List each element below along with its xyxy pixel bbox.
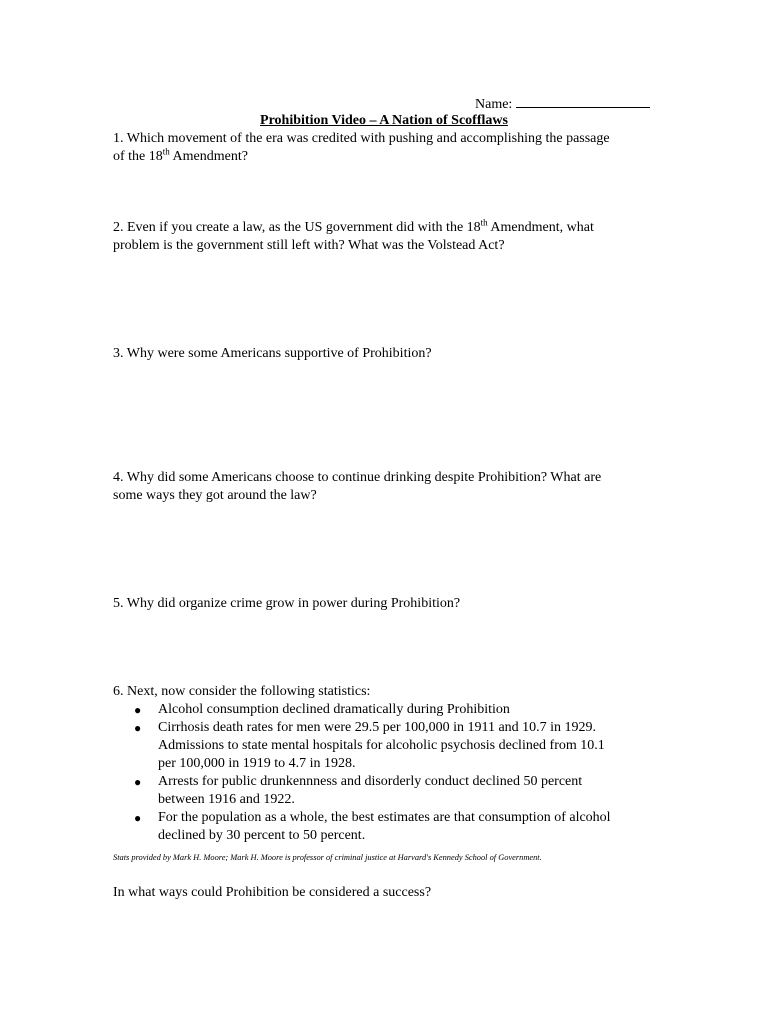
question-2-text: 2. Even if you create a law, as the US government did with the 18 [113, 220, 481, 235]
question-3-line-1: 3. Why were some Americans supportive of Prohibition? [113, 346, 432, 361]
name-field [475, 94, 650, 114]
statistics-list [113, 701, 653, 845]
question-1-line-2 [113, 148, 653, 166]
list-item [113, 809, 653, 845]
question-1-text: of the 18 [113, 149, 163, 164]
question-2-line-2: problem is the government still left with? What was the Volstead Act? [113, 238, 505, 253]
statistic-line: For the population as a whole, the best estimates are that consumption of alcohol [158, 810, 611, 825]
statistic-line: between 1916 and 1922. [158, 792, 295, 807]
question-1-line-1: 1. Which movement of the era was credited with pushing and accomplishing the passage [113, 131, 610, 146]
bullet-icon: ● [134, 811, 142, 825]
statistic-line: declined by 30 percent to 50 percent. [158, 828, 366, 843]
question-5-line-1: 5. Why did organize crime grow in power during Prohibition? [113, 596, 461, 611]
question-2-text-end: Amendment, what [487, 220, 594, 235]
question-4-line-2: some ways they got around the law? [113, 488, 317, 503]
bullet-icon: ● [134, 721, 142, 735]
statistic-line: Cirrhosis death rates for men were 29.5 per 100,000 in 1911 and 10.7 in 1929. [158, 720, 597, 735]
bullet-icon: ● [134, 775, 142, 789]
statistic-line: per 100,000 in 1919 to 4.7 in 1928. [158, 756, 356, 771]
question-1 [113, 130, 653, 166]
final-question: In what ways could Prohibition be considered a success? [113, 885, 432, 900]
ordinal-suffix: th [480, 217, 488, 228]
question-3 [113, 345, 653, 363]
list-item [113, 773, 653, 809]
name-blank-line[interactable] [516, 94, 650, 108]
statistic-line: Alcohol consumption declined dramatically during Prohibition [158, 702, 510, 717]
question-6-line-1: 6. Next, now consider the following statistics: [113, 684, 371, 699]
statistic-line: Arrests for public drunkennness and disorderly conduct declined 50 percent [158, 774, 583, 789]
question-4 [113, 469, 653, 505]
question-1-text-end: Amendment? [169, 149, 248, 164]
statistic-line: Admissions to state mental hospitals for alcoholic psychosis declined from 10.1 [158, 738, 605, 753]
question-4-line-1: 4. Why did some Americans choose to continue drinking despite Prohibition? What are [113, 470, 602, 485]
list-item [113, 719, 653, 773]
bullet-icon: ● [134, 703, 142, 717]
ordinal-suffix: th [162, 146, 170, 157]
question-2-line-1 [113, 219, 653, 237]
question-5 [113, 595, 653, 613]
list-item [113, 701, 653, 719]
page-title: Prohibition Video – A Nation of Scofflaws [260, 113, 508, 128]
name-label: Name: [475, 97, 513, 112]
question-2 [113, 219, 653, 255]
question-6 [113, 683, 653, 701]
source-note: Stats provided by Mark H. Moore; Mark H. Moore is professor of criminal justice at Harvard's Kennedy School of Government. [113, 853, 542, 862]
